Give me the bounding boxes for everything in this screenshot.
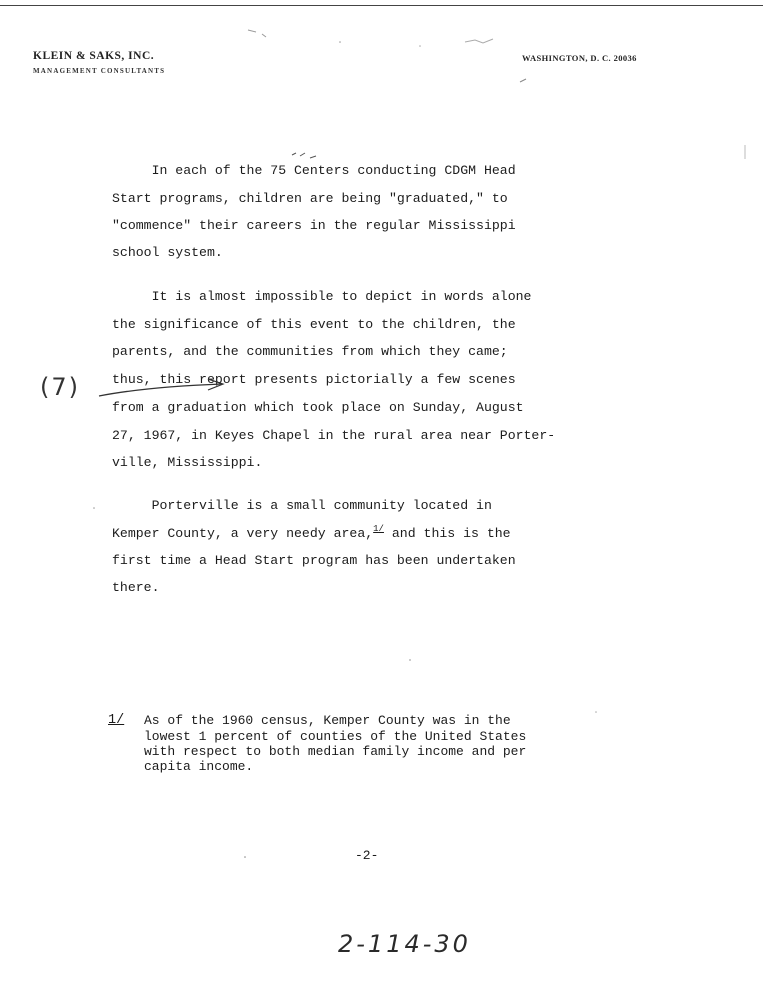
scan-speck: [520, 79, 526, 82]
body-line: thus, this report presents pictorially a few scenes: [112, 372, 516, 387]
handwritten-document-id: 2-114-30: [338, 930, 471, 958]
letterhead-firm-name: KLEIN & SAKS, INC.: [33, 50, 155, 62]
handwritten-arrow-line: [99, 384, 222, 396]
body-line: parents, and the communities from which they came;: [112, 344, 508, 359]
body-line: Porterville is a small community located in: [112, 498, 492, 513]
scan-speck: [419, 45, 421, 47]
footnote-line: with respect to both median family income and per: [144, 744, 527, 759]
scan-speck: [465, 39, 493, 43]
margin-note-handwritten: (7): [40, 373, 80, 401]
body-line: there.: [112, 580, 160, 595]
scan-speck: [244, 856, 246, 858]
body-line: the significance of this event to the children, the: [112, 317, 516, 332]
letterhead-city: WASHINGTON, D. C. 20036: [522, 53, 637, 63]
body-line: from a graduation which took place on Sunday, August: [112, 400, 524, 415]
body-line: In each of the 75 Centers conducting CDGM Head: [112, 163, 516, 178]
body-line: "commence" their careers in the regular Mississippi: [112, 218, 516, 233]
handwritten-tick-marks: [292, 153, 316, 158]
footnote-reference: 1/: [373, 524, 384, 534]
body-line: ville, Mississippi.: [112, 455, 263, 470]
body-line: school system.: [112, 245, 223, 260]
page-number: -2-: [355, 848, 379, 863]
body-line: Start programs, children are being "graduated," to: [112, 191, 508, 206]
body-line: 27, 1967, in Keyes Chapel in the rural area near Porter-: [112, 428, 556, 443]
scan-speck: [409, 659, 411, 661]
footnote-line: As of the 1960 census, Kemper County was in the: [144, 713, 511, 728]
footnote-line: capita income.: [144, 759, 254, 774]
body-line: first time a Head Start program has been undertaken: [112, 553, 516, 568]
scan-speck: [595, 711, 597, 713]
body-line-text: Kemper County, a very needy area,: [112, 526, 374, 541]
scan-speck: [93, 507, 95, 509]
scan-speck: [339, 41, 341, 43]
letterhead-subtitle: MANAGEMENT CONSULTANTS: [33, 67, 166, 75]
body-line: It is almost impossible to depict in words alone: [112, 289, 532, 304]
scan-speck: [248, 30, 266, 37]
footnote-line: lowest 1 percent of counties of the United States: [144, 729, 527, 744]
body-line-tail: and this is the: [383, 526, 511, 541]
footnote-mark: 1/: [108, 713, 125, 728]
